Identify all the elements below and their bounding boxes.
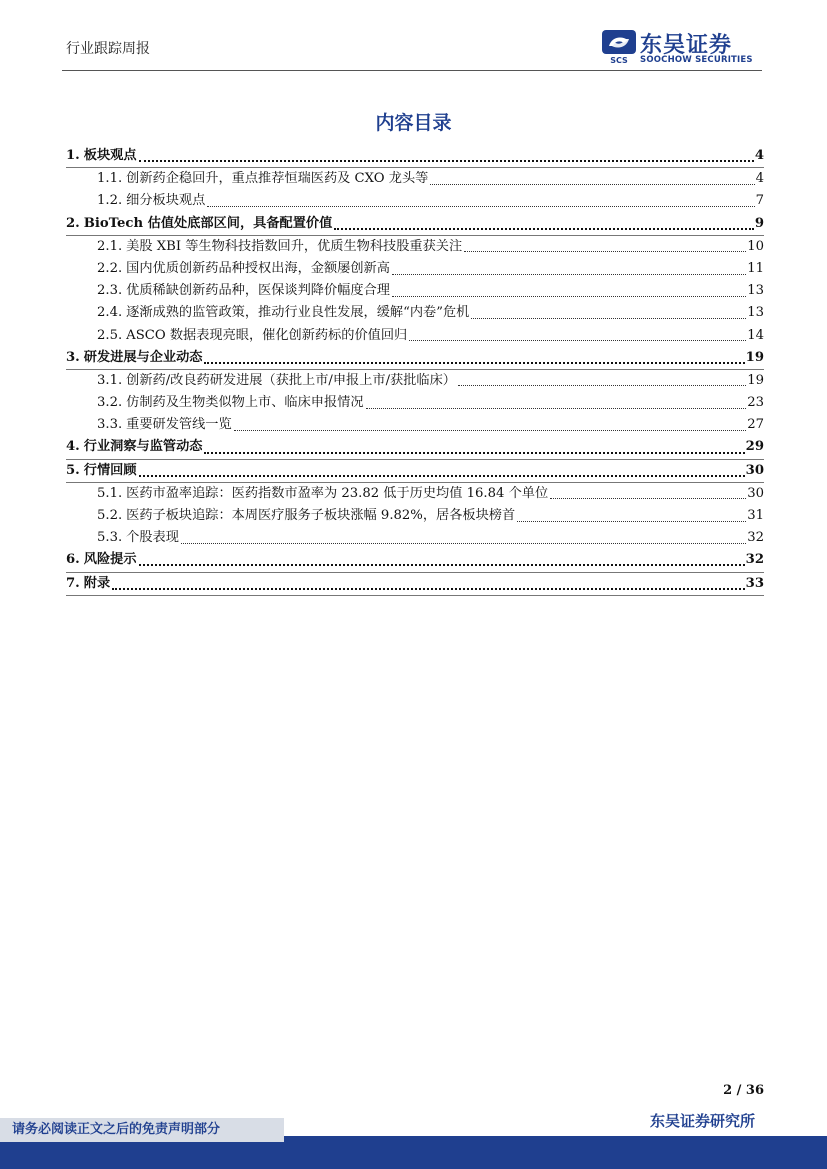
toc-section-entry[interactable] (66, 145, 764, 168)
toc-entry-title: ASCO 数据表现亮眼，催化创新药标的价值回归 (126, 327, 408, 343)
toc-dot-leader (366, 408, 747, 409)
toc-dot-leader (139, 160, 754, 162)
toc-entry-number: 3.3. (97, 417, 123, 433)
toc-entry-title: 国内优质创新药品种授权出海，金额屡创新高 (126, 260, 390, 276)
toc-page-number: 23 (747, 395, 764, 411)
logo-text-en: SOOCHOW SECURITIES (640, 55, 753, 65)
toc-entry-title: 细分板块观点 (126, 193, 206, 209)
toc-entry-title: 逐渐成熟的监管政策，推动行业良性发展，缓解“内卷”危机 (126, 305, 470, 321)
toc-dot-leader (458, 385, 746, 386)
toc-dot-leader (234, 430, 747, 431)
toc-subsection-entry[interactable] (66, 190, 764, 212)
toc-entry-title: 医药市盈率追踪：医药指数市盈率为 23.82 低于历史均值 16.84 个单位 (126, 485, 549, 501)
toc-page-number: 33 (745, 575, 764, 591)
toc-entry-title: 个股表现 (126, 530, 179, 546)
toc-dot-leader (392, 296, 746, 297)
toc-entry-title: 重要研发管线一览 (126, 417, 232, 433)
toc-title: 内容目录 (375, 112, 452, 134)
toc-entry-number: 3. (66, 349, 80, 365)
toc-entry-number: 2. (66, 215, 80, 231)
toc-entry-title: 行业洞察与监管动态 (83, 439, 203, 455)
toc-entry-number: 2.1. (97, 238, 123, 254)
toc-page-number: 13 (747, 283, 764, 299)
toc-entry-number: 2.2. (97, 260, 123, 276)
toc-entry-title: 创新药企稳回升，重点推荐恒瑞医药及 CXO 龙头等 (126, 171, 429, 187)
toc-entry-number: 1.1. (97, 171, 123, 187)
toc-page-number: 11 (747, 260, 764, 276)
toc-dot-leader (204, 362, 744, 364)
toc-dot-leader (112, 588, 744, 590)
logo-text-cn: 东吴证券 (640, 33, 733, 58)
toc-dot-leader (464, 251, 746, 252)
toc-page-number: 14 (747, 327, 764, 343)
toc-entry-title: 研发进展与企业动态 (83, 349, 203, 365)
toc-dot-leader (139, 475, 745, 477)
toc-section-entry[interactable] (66, 460, 764, 483)
toc-entry-number: 2.5. (97, 327, 123, 343)
toc-dot-leader (181, 543, 746, 544)
toc-entry-title: 医药子板块追踪：本周医疗服务子板块涨幅 9.82%，居各板块榜首 (126, 508, 516, 523)
toc-page-number: 10 (747, 238, 764, 254)
toc-subsection-entry[interactable] (66, 258, 764, 280)
logo-mark-icon (602, 30, 636, 64)
toc-entry-title: 附录 (83, 575, 111, 591)
toc-dot-leader (334, 228, 754, 230)
page-number: 2 / 36 (723, 1083, 764, 1098)
toc-section-entry[interactable] (66, 213, 764, 236)
toc-dot-leader (471, 318, 746, 319)
toc-section-entry[interactable] (66, 573, 764, 596)
toc-page-number: 32 (747, 530, 764, 546)
toc-entry-number: 5. (66, 462, 80, 478)
toc-page-number: 30 (745, 462, 764, 478)
toc-dot-leader (517, 521, 746, 522)
toc-dot-leader (409, 340, 746, 341)
toc-subsection-entry[interactable] (66, 302, 764, 324)
toc-page-number: 13 (747, 305, 764, 321)
toc-section-entry[interactable] (66, 436, 764, 459)
toc-entry-number: 3.2. (97, 395, 123, 411)
toc-entry-number: 5.3. (97, 530, 123, 546)
toc-entry-title: 美股 XBI 等生物科技指数回升，优质生物科技股重获关注 (126, 238, 463, 254)
toc-entry-number: 7. (66, 575, 80, 591)
toc-entry-title: 行情回顾 (83, 462, 137, 478)
toc-subsection-entry[interactable] (66, 236, 764, 258)
table-of-contents (66, 145, 764, 596)
toc-dot-leader (550, 498, 746, 499)
toc-entry-title: 创新药/改良药研发进展（获批上市/申报上市/获批临床） (126, 372, 456, 388)
toc-entry-title: 风险提示 (83, 552, 137, 568)
toc-subsection-entry[interactable] (66, 280, 764, 302)
toc-page-number: 4 (755, 171, 764, 187)
toc-entry-number: 5.2. (97, 508, 123, 523)
toc-entry-number: 1. (66, 148, 80, 163)
toc-page-number: 32 (745, 552, 764, 568)
toc-dot-leader (139, 564, 745, 566)
toc-page-number: 30 (747, 485, 764, 501)
toc-entry-number: 2.3. (97, 283, 123, 299)
toc-entry-title: BioTech 估值处底部区间，具备配置价值 (83, 215, 333, 231)
company-logo (602, 30, 772, 70)
svg-text:SCS: SCS (610, 56, 628, 64)
disclaimer-notice: 请务必阅读正文之后的免责声明部分 (0, 1118, 284, 1142)
toc-page-number: 9 (754, 215, 764, 231)
toc-section-entry[interactable] (66, 347, 764, 370)
toc-page-number: 19 (745, 349, 764, 365)
toc-entry-title: 仿制药及生物类似物上市、临床申报情况 (126, 395, 364, 411)
toc-entry-number: 2.4. (97, 305, 123, 321)
toc-page-number: 4 (754, 148, 764, 163)
toc-page-number: 19 (747, 372, 764, 388)
toc-page-number: 27 (747, 417, 764, 433)
toc-subsection-entry[interactable] (66, 505, 764, 527)
toc-entry-number: 1.2. (97, 193, 123, 209)
toc-section-entry[interactable] (66, 549, 764, 572)
toc-subsection-entry[interactable] (66, 392, 764, 414)
toc-subsection-entry[interactable] (66, 325, 764, 347)
toc-page-number: 7 (755, 193, 764, 209)
toc-entry-title: 优质稀缺创新药品种，医保谈判降价幅度合理 (126, 283, 390, 299)
institute-name: 东吴证券研究所 (649, 1112, 755, 1130)
toc-dot-leader (207, 206, 754, 207)
toc-dot-leader (392, 274, 746, 275)
toc-dot-leader (430, 184, 754, 185)
toc-dot-leader (204, 452, 744, 454)
toc-subsection-entry[interactable] (66, 483, 764, 505)
toc-entry-number: 6. (66, 552, 80, 568)
toc-entry-number: 4. (66, 439, 80, 455)
toc-subsection-entry[interactable] (66, 370, 764, 392)
header-divider (62, 70, 762, 71)
toc-page-number: 29 (745, 439, 764, 455)
toc-subsection-entry[interactable] (66, 527, 764, 549)
toc-entry-number: 3.1. (97, 372, 123, 388)
toc-entry-title: 板块观点 (83, 148, 137, 163)
toc-subsection-entry[interactable] (66, 168, 764, 190)
header-report-type: 行业跟踪周报 (66, 41, 150, 57)
toc-subsection-entry[interactable] (66, 414, 764, 436)
footer-band (0, 1142, 827, 1169)
toc-entry-number: 5.1. (97, 485, 123, 501)
toc-page-number: 31 (747, 508, 764, 523)
